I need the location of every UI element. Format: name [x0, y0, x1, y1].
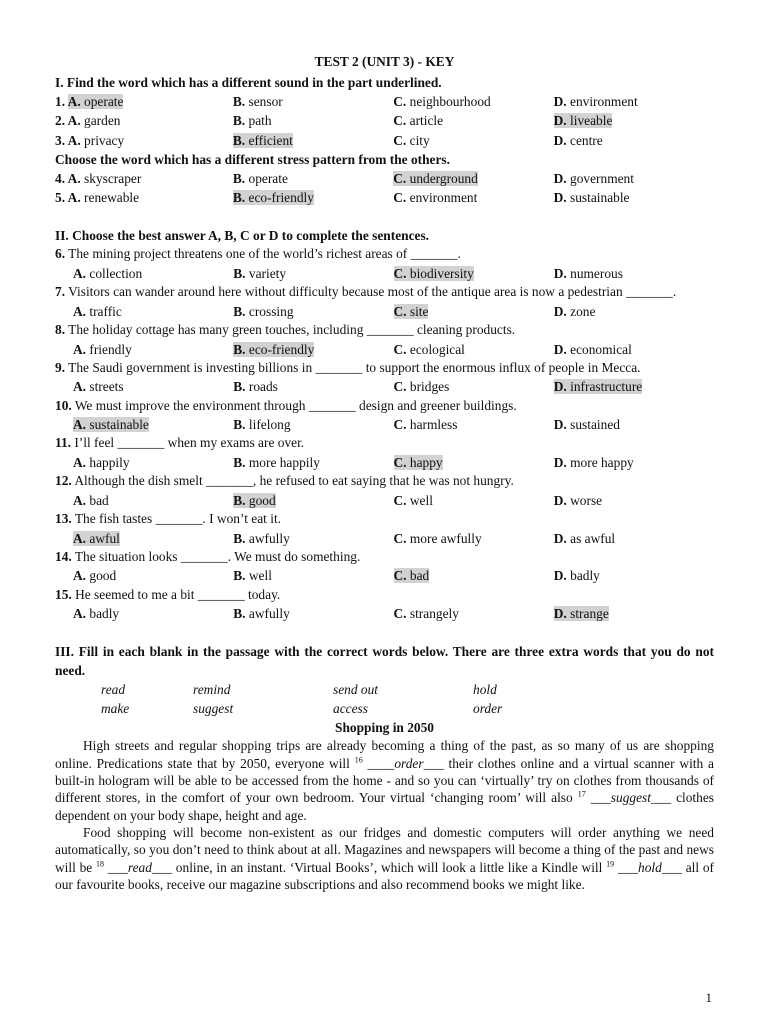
question-stem: 7. Visitors can wander around here without difficulty because most of the antique area is now a pedestrian _______.: [55, 284, 677, 300]
option-d: D. as awful: [553, 530, 616, 546]
option-a: A. friendly: [73, 341, 132, 357]
answer-options-row: [55, 302, 714, 321]
option-a: A. collection: [73, 265, 143, 281]
option-a: A. streets: [73, 379, 124, 395]
option-d: [554, 111, 714, 130]
correct-answer-highlight: D. strange: [553, 606, 609, 622]
page-title: TEST 2 (UNIT 3) - KEY: [314, 54, 455, 69]
option-d: [554, 377, 714, 396]
option-b: B. well: [233, 568, 272, 584]
option-d: D. centre: [553, 132, 603, 148]
option-a: A. bad: [73, 492, 109, 508]
option-c: [394, 302, 554, 321]
option-b: [233, 131, 393, 150]
option-b: B. lifelong: [233, 417, 291, 433]
option-b: B. awfully: [233, 606, 290, 622]
word-option: order: [473, 701, 503, 717]
option-c: C. article: [393, 113, 444, 129]
question-stem: 13. The fish tastes _______. I won’t eat it.: [55, 511, 282, 527]
option-b: B. more happily: [233, 454, 320, 470]
answer-19: ___hold___: [614, 859, 682, 875]
page-number: 1: [705, 990, 712, 1005]
question-row: [55, 169, 714, 188]
answer-options-row: [55, 491, 714, 510]
correct-answer-highlight: C. underground: [393, 170, 478, 186]
answer-options-row: [55, 377, 714, 396]
word-option: read: [101, 682, 126, 698]
question-stem: 9. The Saudi government is investing billions in _______ to support the enormous influx of people in Mecca.: [55, 359, 641, 375]
word-option: remind: [193, 682, 231, 698]
question-stem: 10. We must improve the environment through _______ design and greener buildings.: [55, 397, 517, 413]
question-row: [55, 131, 714, 150]
stress-rows: [55, 169, 714, 208]
passage-paragraph-1: High streets and regular shopping trips are already becoming a thing of the past, as so many of us are shopping online. Predications state that by 2050, everyone will $^{16}$ ____order___ their clothes online and a virtual scanner with a built-in hologram will be able to be accessed from the home - and so you can ‘virtually’ try on clothes from thousands of different stores, in the comfort of your own bedroom. Your virtual ‘changing room’ will also $^{17}$ ___suggest___ clothes dependent on your body shape, height and age.: [55, 738, 714, 823]
option-d: D. zone: [553, 303, 596, 319]
option-b: B. variety: [233, 265, 287, 281]
option-d: D. sustained: [553, 417, 620, 433]
option-b: [233, 491, 393, 510]
answer-options-row: [55, 264, 714, 283]
word-option: suggest: [193, 701, 234, 717]
option-a: 4. A. skyscraper: [55, 170, 142, 186]
option-a: 1. A. operate: [55, 94, 124, 109]
option-c: C. environment: [393, 190, 478, 206]
option-a: A. good: [73, 568, 117, 584]
option-d: [554, 604, 714, 623]
option-c: [394, 566, 554, 585]
option-b: [233, 188, 393, 207]
option-b: [233, 340, 393, 359]
option-a: 2. A. garden: [55, 113, 121, 129]
option-a: A. traffic: [73, 303, 122, 319]
question-row: [55, 92, 714, 111]
stress-heading: Choose the word which has a different stress pattern from the others.: [55, 151, 450, 167]
answer-options-row: [55, 340, 714, 359]
section3-heading: III. Fill in each blank in the passage with the correct words below. There are three extra words that you do not need.: [55, 644, 714, 679]
answer-key-page: [55, 52, 714, 893]
section1-heading: I. Find the word which has a different sound in the part underlined.: [55, 75, 442, 90]
word-option: access: [333, 701, 368, 717]
correct-answer-highlight: C. happy: [393, 454, 443, 470]
option-d: D. government: [553, 170, 634, 186]
word-option: make: [101, 701, 130, 717]
passage-title: Shopping in 2050: [335, 720, 434, 736]
correct-answer-highlight: B. eco-friendly: [233, 341, 315, 357]
option-a: 5. A. renewable: [55, 190, 140, 206]
correct-answer-highlight: C. bad: [393, 568, 430, 584]
option-c: C. neighbourhood: [393, 94, 491, 109]
option-b: B. crossing: [233, 303, 294, 319]
option-d: D. numerous: [553, 265, 623, 281]
answer-options-row: [55, 453, 714, 472]
correct-answer-highlight: A. operate: [67, 94, 124, 109]
option-a: 3. A. privacy: [55, 132, 125, 148]
option-c: [394, 264, 554, 283]
option-d: D. economical: [553, 341, 632, 357]
option-c: C. bridges: [393, 379, 450, 395]
passage-paragraph-2: Food shopping will become non-existent as our fridges and domestic computers will order anything we need automatically, so you don’t need to think about at all. Magazines and newspapers will become a thing of the past and news will be $^{18}$ ___read___ online, in an instant. ‘Virtual Books’, which will look a little like a Kindle will $^{19}$ ___hold___ all of our favourite books, receive our magazine subscriptions and also recommend books we might like.: [55, 824, 715, 892]
question-row: [55, 111, 714, 130]
option-a: A. happily: [73, 454, 130, 470]
question-stem: 11. I’ll feel _______ when my exams are over.: [55, 435, 305, 451]
option-d: D. environment: [553, 94, 638, 109]
correct-answer-highlight: C. biodiversity: [393, 265, 474, 281]
correct-answer-highlight: B. efficient: [232, 132, 293, 148]
option-a: [55, 529, 233, 548]
correct-answer-highlight: D. liveable: [553, 113, 613, 129]
option-c: C. more awfully: [393, 530, 482, 546]
option-a: A. badly: [73, 606, 120, 622]
question-stem: 15. He seemed to me a bit _______ today.: [55, 586, 281, 602]
word-option: send out: [333, 682, 379, 698]
section2-questions: [55, 245, 714, 623]
question-stem: 14. The situation looks _______. We must do something.: [55, 548, 361, 564]
question-stem: 8. The holiday cottage has many green touches, including _______ cleaning products.: [55, 322, 516, 338]
word-option: hold: [473, 682, 497, 698]
option-c: C. city: [393, 132, 430, 148]
option-c: [393, 169, 553, 188]
correct-answer-highlight: B. eco-friendly: [232, 190, 314, 206]
option-d: D. sustainable: [553, 190, 630, 206]
option-c: [394, 453, 554, 472]
correct-answer-highlight: A. awful: [73, 530, 120, 546]
option-c: C. strangely: [393, 606, 459, 622]
option-b: B. awfully: [233, 530, 290, 546]
answer-16: ____order___: [362, 755, 444, 771]
option-d: D. more happy: [553, 454, 634, 470]
option-b: B. roads: [233, 379, 278, 395]
correct-answer-highlight: A. sustainable: [73, 417, 149, 433]
correct-answer-highlight: C. site: [393, 303, 429, 319]
question-stem: 6. The mining project threatens one of the world’s richest areas of _______.: [55, 246, 461, 262]
answer-options-row: [55, 566, 714, 585]
answer-options-row: [55, 415, 714, 434]
option-c: C. harmless: [393, 417, 458, 433]
option-b: B. operate: [232, 170, 288, 186]
answer-17: ___suggest___: [585, 790, 672, 806]
option-c: C. ecological: [393, 341, 465, 357]
answer-18: ___read___: [104, 859, 173, 875]
correct-answer-highlight: B. good: [233, 492, 276, 508]
question-row: [55, 188, 714, 207]
option-c: C. well: [393, 492, 433, 508]
option-d: D. badly: [553, 568, 600, 584]
section2-heading: II. Choose the best answer A, B, C or D to complete the sentences.: [55, 228, 430, 244]
section1-rows: [55, 92, 714, 150]
option-b: B. sensor: [232, 94, 283, 109]
question-stem: 12. Although the dish smelt _______, he refused to eat saying that he was not hungry.: [55, 473, 514, 489]
option-b: B. path: [232, 113, 272, 129]
answer-options-row: [55, 604, 714, 623]
word-box: [55, 680, 714, 718]
option-d: D. worse: [553, 492, 603, 508]
answer-options-row: [55, 529, 714, 548]
correct-answer-highlight: D. infrastructure: [553, 379, 643, 395]
option-a: [55, 415, 233, 434]
